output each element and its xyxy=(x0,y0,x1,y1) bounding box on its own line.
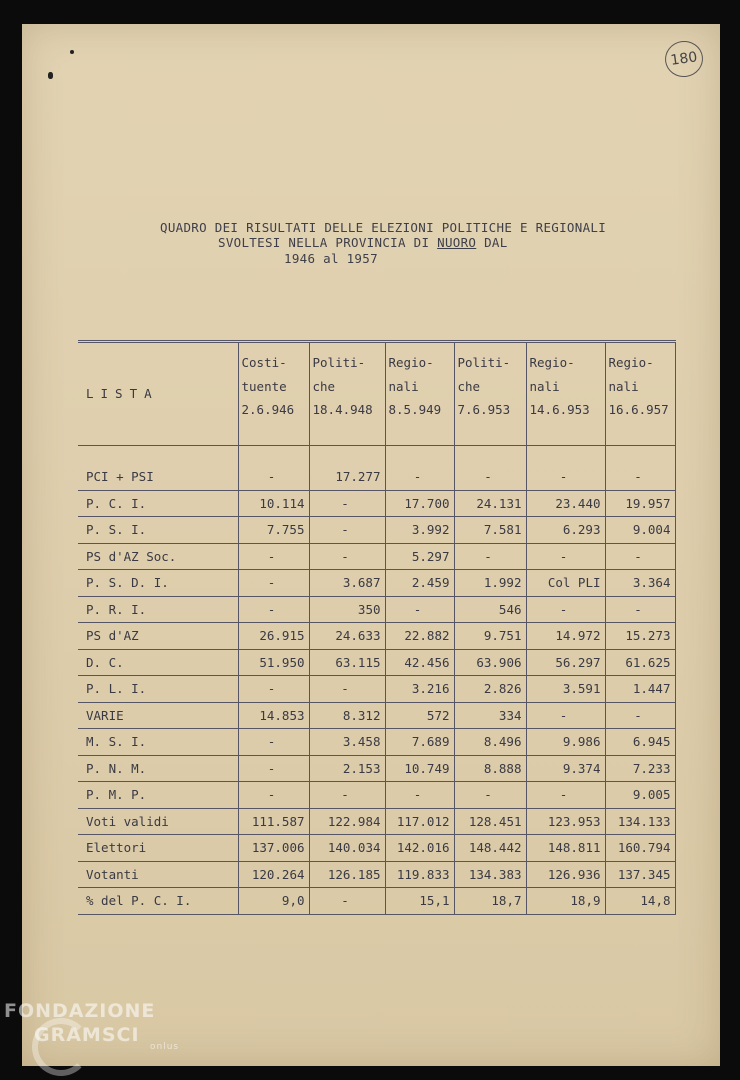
header-lista: LISTA xyxy=(78,342,238,446)
table-spacer-row xyxy=(78,446,675,465)
header-col-1: Costi- tuente 2.6.946 xyxy=(238,342,309,446)
row-value: - xyxy=(309,490,385,517)
row-value: - xyxy=(238,596,309,623)
table-row xyxy=(78,464,675,490)
row-value: - xyxy=(238,543,309,570)
row-value: Col PLI xyxy=(526,570,605,597)
row-value: 26.915 xyxy=(238,623,309,650)
row-value: 6.293 xyxy=(526,517,605,544)
row-value: 3.687 xyxy=(309,570,385,597)
row-value: 15.273 xyxy=(605,623,675,650)
row-label: P. S. D. I. xyxy=(78,570,238,597)
row-value: 10.749 xyxy=(385,755,454,782)
row-value: - xyxy=(526,464,605,490)
header-col-4: Politi- che 7.6.953 xyxy=(454,342,526,446)
gramsci-logo-icon xyxy=(32,1018,90,1076)
table-row xyxy=(78,490,675,517)
row-value: 7.755 xyxy=(238,517,309,544)
table-header-row xyxy=(78,342,675,446)
fondazione-gramsci-watermark xyxy=(4,1000,179,1052)
row-label: Elettori xyxy=(78,835,238,862)
row-label: Votanti xyxy=(78,861,238,888)
row-value: 9.986 xyxy=(526,729,605,756)
row-value: 334 xyxy=(454,702,526,729)
table-row xyxy=(78,808,675,835)
row-value: 546 xyxy=(454,596,526,623)
row-value: 9.004 xyxy=(605,517,675,544)
header-col-2: Politi- che 18.4.948 xyxy=(309,342,385,446)
table-row xyxy=(78,782,675,809)
row-value: - xyxy=(238,570,309,597)
table-row xyxy=(78,543,675,570)
row-value: 3.458 xyxy=(309,729,385,756)
row-label: PS d'AZ Soc. xyxy=(78,543,238,570)
table-row xyxy=(78,888,675,915)
row-value: 24.633 xyxy=(309,623,385,650)
row-value: - xyxy=(605,543,675,570)
row-value: - xyxy=(309,888,385,915)
row-value: 6.945 xyxy=(605,729,675,756)
row-value: 111.587 xyxy=(238,808,309,835)
row-value: 14,8 xyxy=(605,888,675,915)
row-label: P. C. I. xyxy=(78,490,238,517)
table-row xyxy=(78,649,675,676)
row-value: - xyxy=(238,782,309,809)
row-label: D. C. xyxy=(78,649,238,676)
row-value: - xyxy=(309,782,385,809)
row-value: 18,9 xyxy=(526,888,605,915)
row-value: - xyxy=(309,676,385,703)
row-label: P. R. I. xyxy=(78,596,238,623)
row-label: P. N. M. xyxy=(78,755,238,782)
watermark-line-1: FONDAZIONE xyxy=(4,1000,156,1022)
row-value: 148.811 xyxy=(526,835,605,862)
row-label: P. S. I. xyxy=(78,517,238,544)
table-row xyxy=(78,861,675,888)
ink-speck xyxy=(48,72,53,79)
table-row xyxy=(78,755,675,782)
table-row xyxy=(78,517,675,544)
row-value: 14.972 xyxy=(526,623,605,650)
table-row xyxy=(78,676,675,703)
row-value: - xyxy=(238,676,309,703)
row-value: - xyxy=(309,543,385,570)
row-value: - xyxy=(526,596,605,623)
row-value: 126.936 xyxy=(526,861,605,888)
title-line-2-prefix: SVOLTESI NELLA PROVINCIA DI xyxy=(218,235,438,250)
row-label: P. M. P. xyxy=(78,782,238,809)
title-line-1: QUADRO DEI RISULTATI DELLE ELEZIONI POLITICHE E REGIONALI xyxy=(160,220,607,235)
row-value: 9.751 xyxy=(454,623,526,650)
row-value: 19.957 xyxy=(605,490,675,517)
row-value: - xyxy=(454,782,526,809)
row-label: PCI + PSI xyxy=(78,464,238,490)
row-value: 7.689 xyxy=(385,729,454,756)
row-value: 160.794 xyxy=(605,835,675,862)
row-value: 128.451 xyxy=(454,808,526,835)
row-value: - xyxy=(385,464,454,490)
watermark-line-3: onlus xyxy=(150,1042,180,1052)
row-value: 134.383 xyxy=(454,861,526,888)
row-value: 63.115 xyxy=(309,649,385,676)
row-value: 148.442 xyxy=(454,835,526,862)
row-value: - xyxy=(309,517,385,544)
row-value: 7.581 xyxy=(454,517,526,544)
row-value: - xyxy=(385,782,454,809)
row-value: - xyxy=(238,729,309,756)
row-value: - xyxy=(526,702,605,729)
row-value: 122.984 xyxy=(309,808,385,835)
row-value: 14.853 xyxy=(238,702,309,729)
row-value: - xyxy=(238,755,309,782)
title-line-3: 1946 al 1957 xyxy=(284,251,378,266)
row-value: 61.625 xyxy=(605,649,675,676)
row-value: 117.012 xyxy=(385,808,454,835)
header-col-5: Regio- nali 14.6.953 xyxy=(526,342,605,446)
table-row xyxy=(78,729,675,756)
row-value: 22.882 xyxy=(385,623,454,650)
row-value: 3.591 xyxy=(526,676,605,703)
row-label: M. S. I. xyxy=(78,729,238,756)
row-value: 1.447 xyxy=(605,676,675,703)
row-value: 3.992 xyxy=(385,517,454,544)
row-value: 350 xyxy=(309,596,385,623)
header-col-3: Regio- nali 8.5.949 xyxy=(385,342,454,446)
row-value: 42.456 xyxy=(385,649,454,676)
row-value: 1.992 xyxy=(454,570,526,597)
row-value: 18,7 xyxy=(454,888,526,915)
watermark-line-2: GRAMSCI xyxy=(34,1024,140,1046)
row-value: 8.496 xyxy=(454,729,526,756)
table-row xyxy=(78,835,675,862)
row-value: - xyxy=(238,464,309,490)
row-value: - xyxy=(454,543,526,570)
row-value: - xyxy=(526,543,605,570)
row-value: 137.345 xyxy=(605,861,675,888)
row-value: 24.131 xyxy=(454,490,526,517)
table-row xyxy=(78,702,675,729)
row-value: 7.233 xyxy=(605,755,675,782)
row-value: - xyxy=(605,464,675,490)
row-value: 63.906 xyxy=(454,649,526,676)
row-value: - xyxy=(605,702,675,729)
row-value: 9.374 xyxy=(526,755,605,782)
row-value: 9.005 xyxy=(605,782,675,809)
row-value: 2.459 xyxy=(385,570,454,597)
header-col-6: Regio- nali 16.6.957 xyxy=(605,342,675,446)
table-row xyxy=(78,570,675,597)
row-label: % del P. C. I. xyxy=(78,888,238,915)
row-value: 9,0 xyxy=(238,888,309,915)
row-value: 10.114 xyxy=(238,490,309,517)
row-value: 134.133 xyxy=(605,808,675,835)
row-value: 8.312 xyxy=(309,702,385,729)
row-label: PS d'AZ xyxy=(78,623,238,650)
row-value: 123.953 xyxy=(526,808,605,835)
row-value: 17.277 xyxy=(309,464,385,490)
row-value: 51.950 xyxy=(238,649,309,676)
table-row xyxy=(78,623,675,650)
table-row xyxy=(78,596,675,623)
row-value: 56.297 xyxy=(526,649,605,676)
election-results-table xyxy=(78,340,676,915)
row-value: 17.700 xyxy=(385,490,454,517)
table-body xyxy=(78,446,675,915)
row-value: 3.216 xyxy=(385,676,454,703)
row-value: 3.364 xyxy=(605,570,675,597)
row-value: - xyxy=(526,782,605,809)
row-value: - xyxy=(385,596,454,623)
row-value: 8.888 xyxy=(454,755,526,782)
title-line-2 xyxy=(218,235,508,250)
row-value: 572 xyxy=(385,702,454,729)
row-value: 2.153 xyxy=(309,755,385,782)
row-label: P. L. I. xyxy=(78,676,238,703)
ink-speck xyxy=(70,50,74,54)
title-line-2-suffix: DAL xyxy=(476,235,508,250)
title-place: NUORO xyxy=(437,235,477,250)
row-value: 15,1 xyxy=(385,888,454,915)
row-value: 140.034 xyxy=(309,835,385,862)
row-value: 126.185 xyxy=(309,861,385,888)
row-value: - xyxy=(605,596,675,623)
page-number-stamp: 180 xyxy=(663,39,706,80)
row-value: 137.006 xyxy=(238,835,309,862)
row-label: VARIE xyxy=(78,702,238,729)
row-value: - xyxy=(454,464,526,490)
row-value: 142.016 xyxy=(385,835,454,862)
row-value: 23.440 xyxy=(526,490,605,517)
row-value: 120.264 xyxy=(238,861,309,888)
row-value: 119.833 xyxy=(385,861,454,888)
row-value: 5.297 xyxy=(385,543,454,570)
row-label: Voti validi xyxy=(78,808,238,835)
row-value: 2.826 xyxy=(454,676,526,703)
